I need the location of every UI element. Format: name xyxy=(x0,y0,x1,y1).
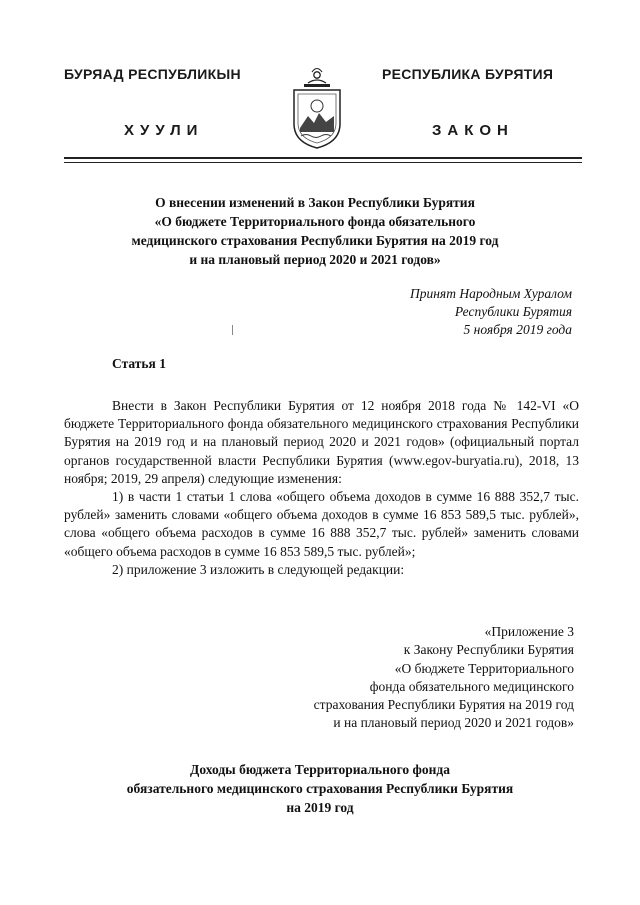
law-title-line: медицинского страхования Республики Бурятия на 2019 год xyxy=(131,233,499,248)
law-title-line: О внесении изменений в Закон Республики Бурятия xyxy=(155,195,475,210)
coat-of-arms-emblem xyxy=(288,66,346,150)
law-title xyxy=(100,193,530,269)
adoption-note xyxy=(322,285,572,339)
table-title xyxy=(70,760,570,817)
law-title-line: и на плановый период 2020 и 2021 годов» xyxy=(189,252,441,267)
table-title-line: Доходы бюджета Территориального фонда xyxy=(190,762,450,777)
scan-mark xyxy=(232,325,233,335)
body-item-1: 1) в части 1 статьи 1 слова «общего объема доходов в сумме 16 888 352,7 тыс. рублей» заменить словами «общего объема доходов в сумме 16 853 589,5 тыс. рублей», слова «общего объема расходов в сумме 16 888 352,7 тыс. рублей» заменить словами «общего объема расходов в сумме 16 853 589,5 тыс. рублей»; xyxy=(64,489,579,559)
header-divider-thin xyxy=(64,162,582,163)
header-left-title: БУРЯАД РЕСПУБЛИКЫН xyxy=(64,66,241,82)
adoption-note-line: Республики Бурятия xyxy=(454,304,572,319)
header-divider-thick xyxy=(64,157,582,159)
adoption-note-line: Принят Народным Хуралом xyxy=(409,286,572,301)
appendix-line: фонда обязательного медицинского xyxy=(369,678,574,694)
header-left-subtitle: ХУУЛИ xyxy=(124,122,204,139)
adoption-note-line: 5 ноября 2019 года xyxy=(463,322,572,337)
body-item-2: 2) приложение 3 изложить в следующей редакции: xyxy=(112,561,405,577)
table-title-line: обязательного медицинского страхования Республики Бурятия xyxy=(126,781,514,796)
article-heading: Статья 1 xyxy=(112,356,166,371)
law-title-line: «О бюджете Территориального фонда обязательного xyxy=(154,214,476,229)
appendix-line: страхования Республики Бурятия на 2019 год xyxy=(313,697,574,713)
appendix-reference xyxy=(244,623,574,733)
appendix-line: «Приложение 3 xyxy=(484,624,574,639)
appendix-line: к Закону Республики Бурятия xyxy=(403,642,574,658)
header-right-title: РЕСПУБЛИКА БУРЯТИЯ xyxy=(382,66,554,82)
article-body xyxy=(64,397,579,579)
appendix-line: и на плановый период 2020 и 2021 годов» xyxy=(333,715,574,731)
body-intro: Внести в Закон Республики Бурятия от 12 ноября 2018 года № 142-VI «О бюджете Территориального фонда обязательного медицинского страхования Республики Бурятия на 2019 год и на плановый период 2020 и 2021 годов» (официальный портал органов государственной власти Республики Бурятия (www.egov-buryatia.ru), 2018, 13 ноября; 2019, 29 апреля) следующие изменения: xyxy=(64,398,579,486)
table-title-line: на 2019 год xyxy=(286,800,354,815)
appendix-line: «О бюджете Территориального xyxy=(394,660,574,676)
header-right-subtitle: ЗАКОН xyxy=(432,122,514,139)
